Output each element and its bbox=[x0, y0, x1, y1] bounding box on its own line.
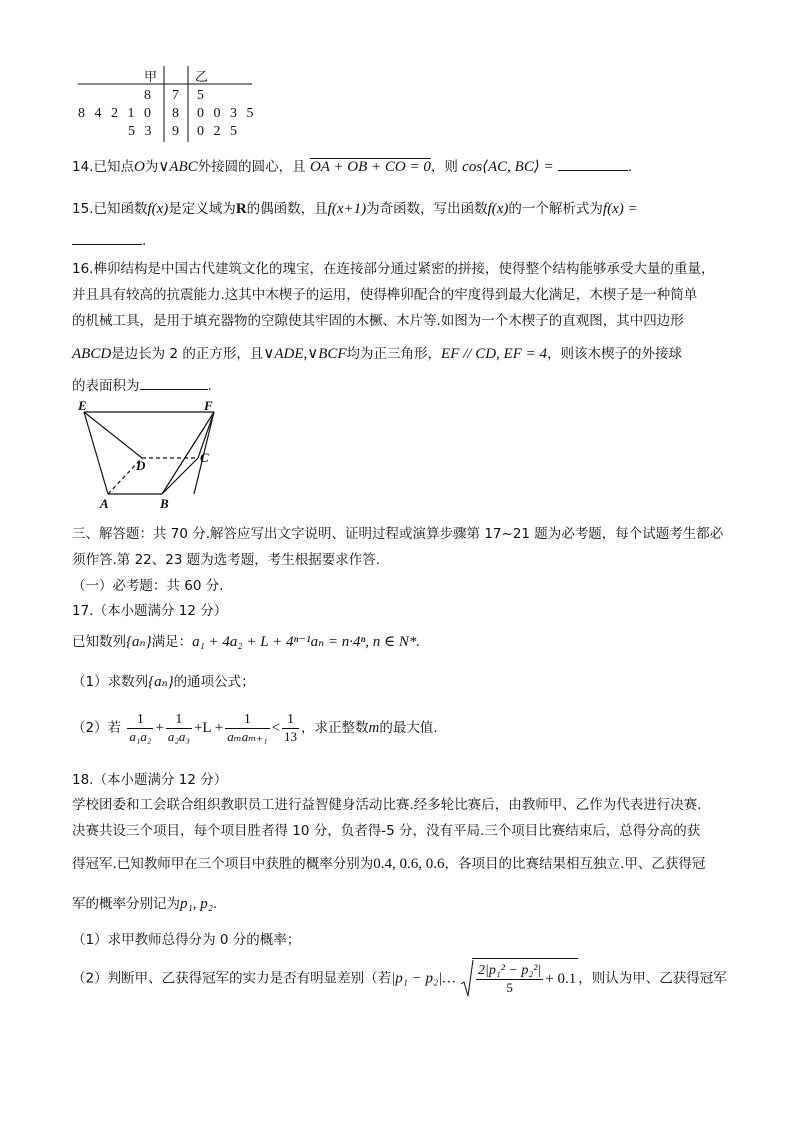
question-15-blank-line: . bbox=[72, 230, 146, 249]
section3-line2: 须作答.第 22、23 题为选考题，考生根据要求作答. bbox=[72, 552, 381, 568]
question-18-line2: 决赛共设三个项目，每个项目胜者得 10 分，负者得-5 分，没有平局.三个项目比赛结束后，总得分高的获 bbox=[72, 823, 701, 839]
fraction-1: $\frac{1}{\text{a₁a₂}}$ bbox=[129, 711, 152, 744]
section3-line3: （一）必考题：共 60 分. bbox=[72, 578, 224, 594]
label-E: E bbox=[78, 398, 87, 413]
question-17-title: 17.（本小题满分 12 分） bbox=[72, 603, 228, 619]
cosine-expression: cos⟨AC, BC⟩ = bbox=[462, 159, 554, 175]
question-16-line3: 的机械工具，是用于填充器物的空隙使其牢固的木橛、木片等.如图为一个木楔子的直观图，其中四边形 bbox=[72, 313, 684, 329]
question-17-part1: （1）求数列{aₙ}的通项公式； bbox=[72, 674, 255, 690]
section3-line1: 三、解答题：共 70 分.解答应写出文字说明、证明过程或演算步骤第 17~21 题为必考题，每个试题考生都必 bbox=[72, 526, 724, 542]
question-17-stem: 已知数列{aₙ}满足：a₁ + 4a₂ + L + 4ⁿ⁻¹aₙ = n·4ⁿ, n ∈ N*. bbox=[72, 634, 421, 650]
stemleaf-lines bbox=[70, 62, 260, 142]
stem-leaf-table bbox=[70, 62, 260, 142]
stemleaf-row2-stem: 8 bbox=[172, 106, 179, 121]
stemleaf-row1-stem: 7 bbox=[172, 88, 179, 103]
wedge-figure bbox=[72, 398, 232, 513]
question-18-line1: 学校团委和工会联合组织教职员工进行益智健身活动比赛.经多轮比赛后，由教师甲、乙作为代表进行决赛. bbox=[72, 797, 702, 813]
stemleaf-row1-left: 8 bbox=[144, 88, 151, 103]
label-D: D bbox=[136, 458, 146, 473]
label-C: C bbox=[200, 450, 209, 465]
question-16-line4: ABCD是边长为 2 的正方形，且∨ADE,∨BCF均为正三角形，EF // CD, EF = 4，则该木楔子的外接球 bbox=[72, 346, 682, 362]
label-A: A bbox=[100, 496, 109, 511]
question-18-part2: （2）判断甲、乙获得冠军的实力是否有明显差别（若|p₁ − p₂|… $\frac{\text{2|p₁² − p₂²|}}{5}$ + 0.1 ，则认为甲、乙获得冠军 bbox=[72, 958, 727, 999]
sqrt-fraction: $\frac{\text{2|p₁² − p₂²|}}{5}$ bbox=[478, 962, 542, 995]
recurrence-formula: a₁ + 4a₂ + L + 4ⁿ⁻¹aₙ = n·4ⁿ, n ∈ N*. bbox=[192, 634, 421, 650]
question-17-part2: （2）若 $\frac{1}{\text{a₁a₂}}$ + $\frac{1}{\text{a₂a₃}}$ +L + $\frac{1}{\text{aₘaₘ₊₁}}$ < $\frac{1}{13}$ ，求正整数m的最大值. bbox=[72, 711, 438, 744]
fraction-3: $\frac{1}{\text{aₘaₘ₊₁}}$ bbox=[227, 711, 268, 744]
question-16-line1: 16.榫卯结构是中国古代建筑文化的瑰宝，在连接部分通过紧密的拼接，使得整个结构能够承受大量的重量， bbox=[72, 261, 715, 277]
answer-blank-15 bbox=[72, 230, 142, 245]
question-15: 15.已知函数f(x)是定义域为R的偶函数，且f(x+1)为奇函数，写出函数f(x)的一个解析式为f(x) = bbox=[72, 201, 638, 217]
question-18-line3: 得冠军.已知教师甲在三个项目中获胜的概率分别为0.4, 0.6, 0.6，各项目的比赛结果相互独立.甲、乙获得冠 bbox=[72, 856, 706, 872]
square-root-expression: $\frac{\text{2|p₁² − p₂²|}}{5}$ + 0.1 bbox=[460, 958, 578, 999]
question-16-line5: 的表面积为 . bbox=[72, 378, 212, 394]
question-18-title: 18.（本小题满分 12 分） bbox=[72, 772, 228, 788]
question-14: 14.已知点O为∨ABC外接圆的圆心，且 OA + OB + CO = 0，则 cos⟨AC, BC⟩ = . bbox=[72, 159, 633, 175]
question-18-line4: 军的概率分别记为p₁, p₂. bbox=[72, 896, 218, 912]
stemleaf-row2-left: 8 4 2 1 0 bbox=[78, 106, 151, 121]
answer-blank-14 bbox=[558, 170, 628, 171]
stemleaf-row3-left: 5 3 bbox=[128, 124, 152, 139]
stemleaf-header-right: 乙 bbox=[195, 70, 209, 85]
stemleaf-row3-right: 0 2 5 bbox=[197, 124, 237, 139]
stemleaf-row2-right: 0 0 3 5 bbox=[197, 106, 254, 121]
stemleaf-row3-stem: 9 bbox=[172, 124, 179, 139]
vector-sum-expression: OA + OB + CO = 0 bbox=[309, 159, 431, 175]
question-18-part1: （1）求甲教师总得分为 0 分的概率； bbox=[72, 932, 301, 948]
fraction-2: $\frac{1}{\text{a₂a₃}}$ bbox=[167, 711, 190, 744]
answer-blank-16 bbox=[140, 389, 208, 390]
stemleaf-header-left: 甲 bbox=[144, 70, 158, 85]
label-F: F bbox=[204, 398, 213, 413]
fraction-4: $\frac{1}{13}$ bbox=[284, 711, 298, 744]
label-B: B bbox=[160, 496, 169, 511]
question-16-line2: 并且具有较高的抗震能力.这其中木楔子的运用，使得榫卯配合的牢度得到最大化满足，木楔子是一种简单 bbox=[72, 287, 698, 303]
stemleaf-row1-right: 5 bbox=[197, 88, 204, 103]
